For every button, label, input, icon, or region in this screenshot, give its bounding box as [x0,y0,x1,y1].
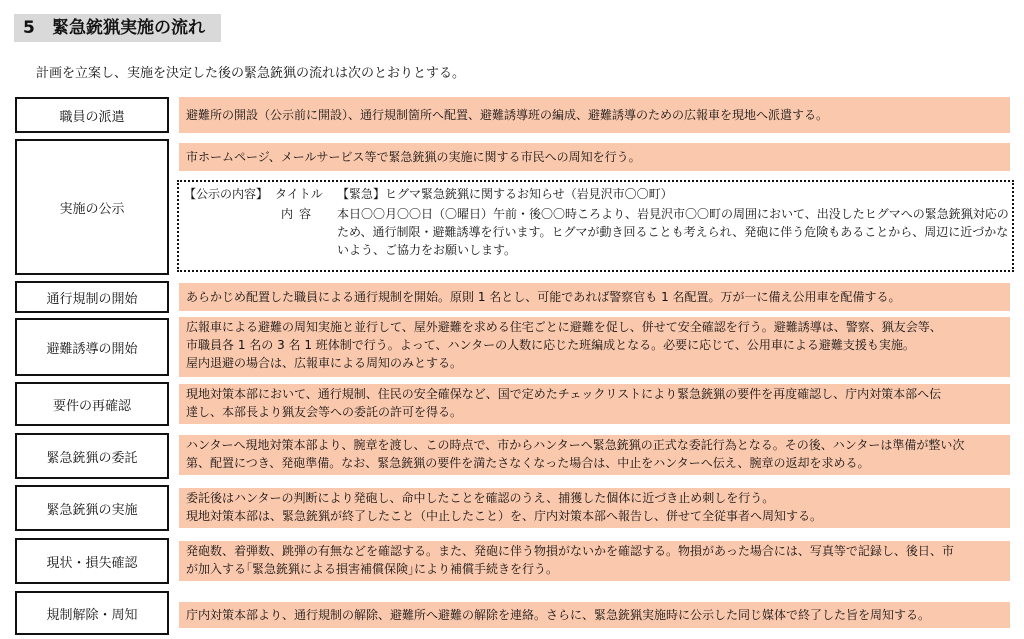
step-label-damage-check: 現状・損失確認 [15,538,169,584]
desc-line: 現地対策本部において、通行規制、住民の安全確保など、国で定めたチェックリストにより緊急銃猟の要件を再度確認し、庁内対策本部へ伝 [186,387,942,401]
step-desc-release [179,602,1010,628]
step-desc-entrustment [179,435,1010,475]
step-label-dispatch: 職員の派遣 [15,97,169,133]
step-desc-execution [179,488,1010,528]
desc-line: 達し、本部長より猟友会等への委託の許可を得る。 [186,405,463,419]
step-desc-traffic-control [179,283,1010,311]
desc-line: 市職員各 1 名の 3 名 1 班体制で行う。よって、ハンターの人数に応じた班編成となる。必要に応じて、公用車による避難支援も実施。 [186,338,915,352]
notice-title-value: 【緊急】ヒグマ緊急銃猟に関するお知らせ（岩見沢市〇〇町） [337,187,673,201]
desc-line: 第、配置につき、発砲準備。なお、緊急銃猟の要件を満たさなくなった場合は、中止をハンターへ伝え、腕章の返却を求める。 [186,456,870,470]
desc-line: 庁内対策本部より、通行規制の解除、避難所へ避難の解除を連絡。さらに、緊急銃猟実施時に公示した同じ媒体で終了した旨を周知する。 [186,608,931,622]
desc-line: 広報車による避難の周知実施と並行して、屋外避難を求める住宅ごとに避難を促し、併せて安全確認を行う。避難誘導は、警察、猟友会等、 [186,320,942,334]
desc-line: ハンターへ現地対策本部より、腕章を渡し、この時点で、市からハンターへ緊急銃猟の正式な委託行為となる。その後、ハンターは準備が整い次 [186,438,965,452]
step-label-announcement: 実施の公示 [15,139,169,275]
desc-line: 現地対策本部は、緊急銃猟が終了したこと（中止したこと）を、庁内対策本部へ報告し、併せて全従事者へ周知する。 [186,509,823,523]
step-desc-evacuation [179,317,1010,377]
section-heading [14,14,221,42]
notice-title-key: タイトル [275,187,323,201]
step-label-traffic-control: 通行規制の開始 [15,281,169,313]
section-title: 緊急銃猟実施の流れ [52,18,205,38]
notice-label: 【公示の内容】 [184,187,269,201]
notice-content-value: 本日〇〇月〇〇日（〇曜日）午前・後〇〇時ころより、岩見沢市〇〇町の周囲において、出没したヒグマへの緊急銃猟対応のため、通行制限・避難誘導を行います。ヒグマが動き回ることも考えられ、発砲に伴う危険もあることから、周辺に近づかないよう、ご協力をお願いします。 [337,207,1009,257]
section-number: 5 [23,18,35,38]
desc-line: 避難所の開設（公示前に開設）、通行規制箇所へ配置、避難誘導班の編成、避難誘導のための広報車を現地へ派遣する。 [186,108,829,122]
step-label-release: 規制解除・周知 [15,591,169,635]
desc-line: 市ホームページ、メールサービス等で緊急銃猟の実施に関する市民への周知を行う。 [186,150,641,164]
desc-line: 委託後はハンターの判断により発砲し、命中したことを確認のうえ、捕獲した個体に近づき止め刺しを行う。 [186,491,775,505]
step-desc-dispatch [179,97,1010,133]
desc-line: が加入する｢緊急銃猟による損害補償保険｣により補償手続きを行う。 [186,562,559,576]
desc-line: あらかじめ配置した職員による通行規制を開始。原則 1 名とし、可能であれば警察官も 1 名配置。万が一に備え公用車を配備する。 [186,290,901,304]
step-label-entrustment: 緊急銃猟の委託 [15,433,169,479]
step-label-evacuation: 避難誘導の開始 [15,318,169,376]
step-desc-announcement [179,143,1010,171]
intro-text: 計画を立案し、実施を決定した後の緊急銃猟の流れは次のとおりとする。 [36,66,466,81]
desc-line: 発砲数、着弾数、跳弾の有無などを確認する。また、発砲に伴う物損がないかを確認する。物損があった場合には、写真等で記録し、後日、市 [186,544,954,558]
step-desc-damage-check [179,541,1010,581]
step-desc-requirement-check [179,384,1010,424]
desc-line: 屋内退避の場合は、広報車による周知のみとする。 [186,356,463,370]
step-label-requirement-check: 要件の再確認 [15,382,169,426]
step-label-execution: 緊急銃猟の実施 [15,485,169,531]
notice-box [177,180,1014,272]
notice-content-key: 内容 [281,207,318,221]
